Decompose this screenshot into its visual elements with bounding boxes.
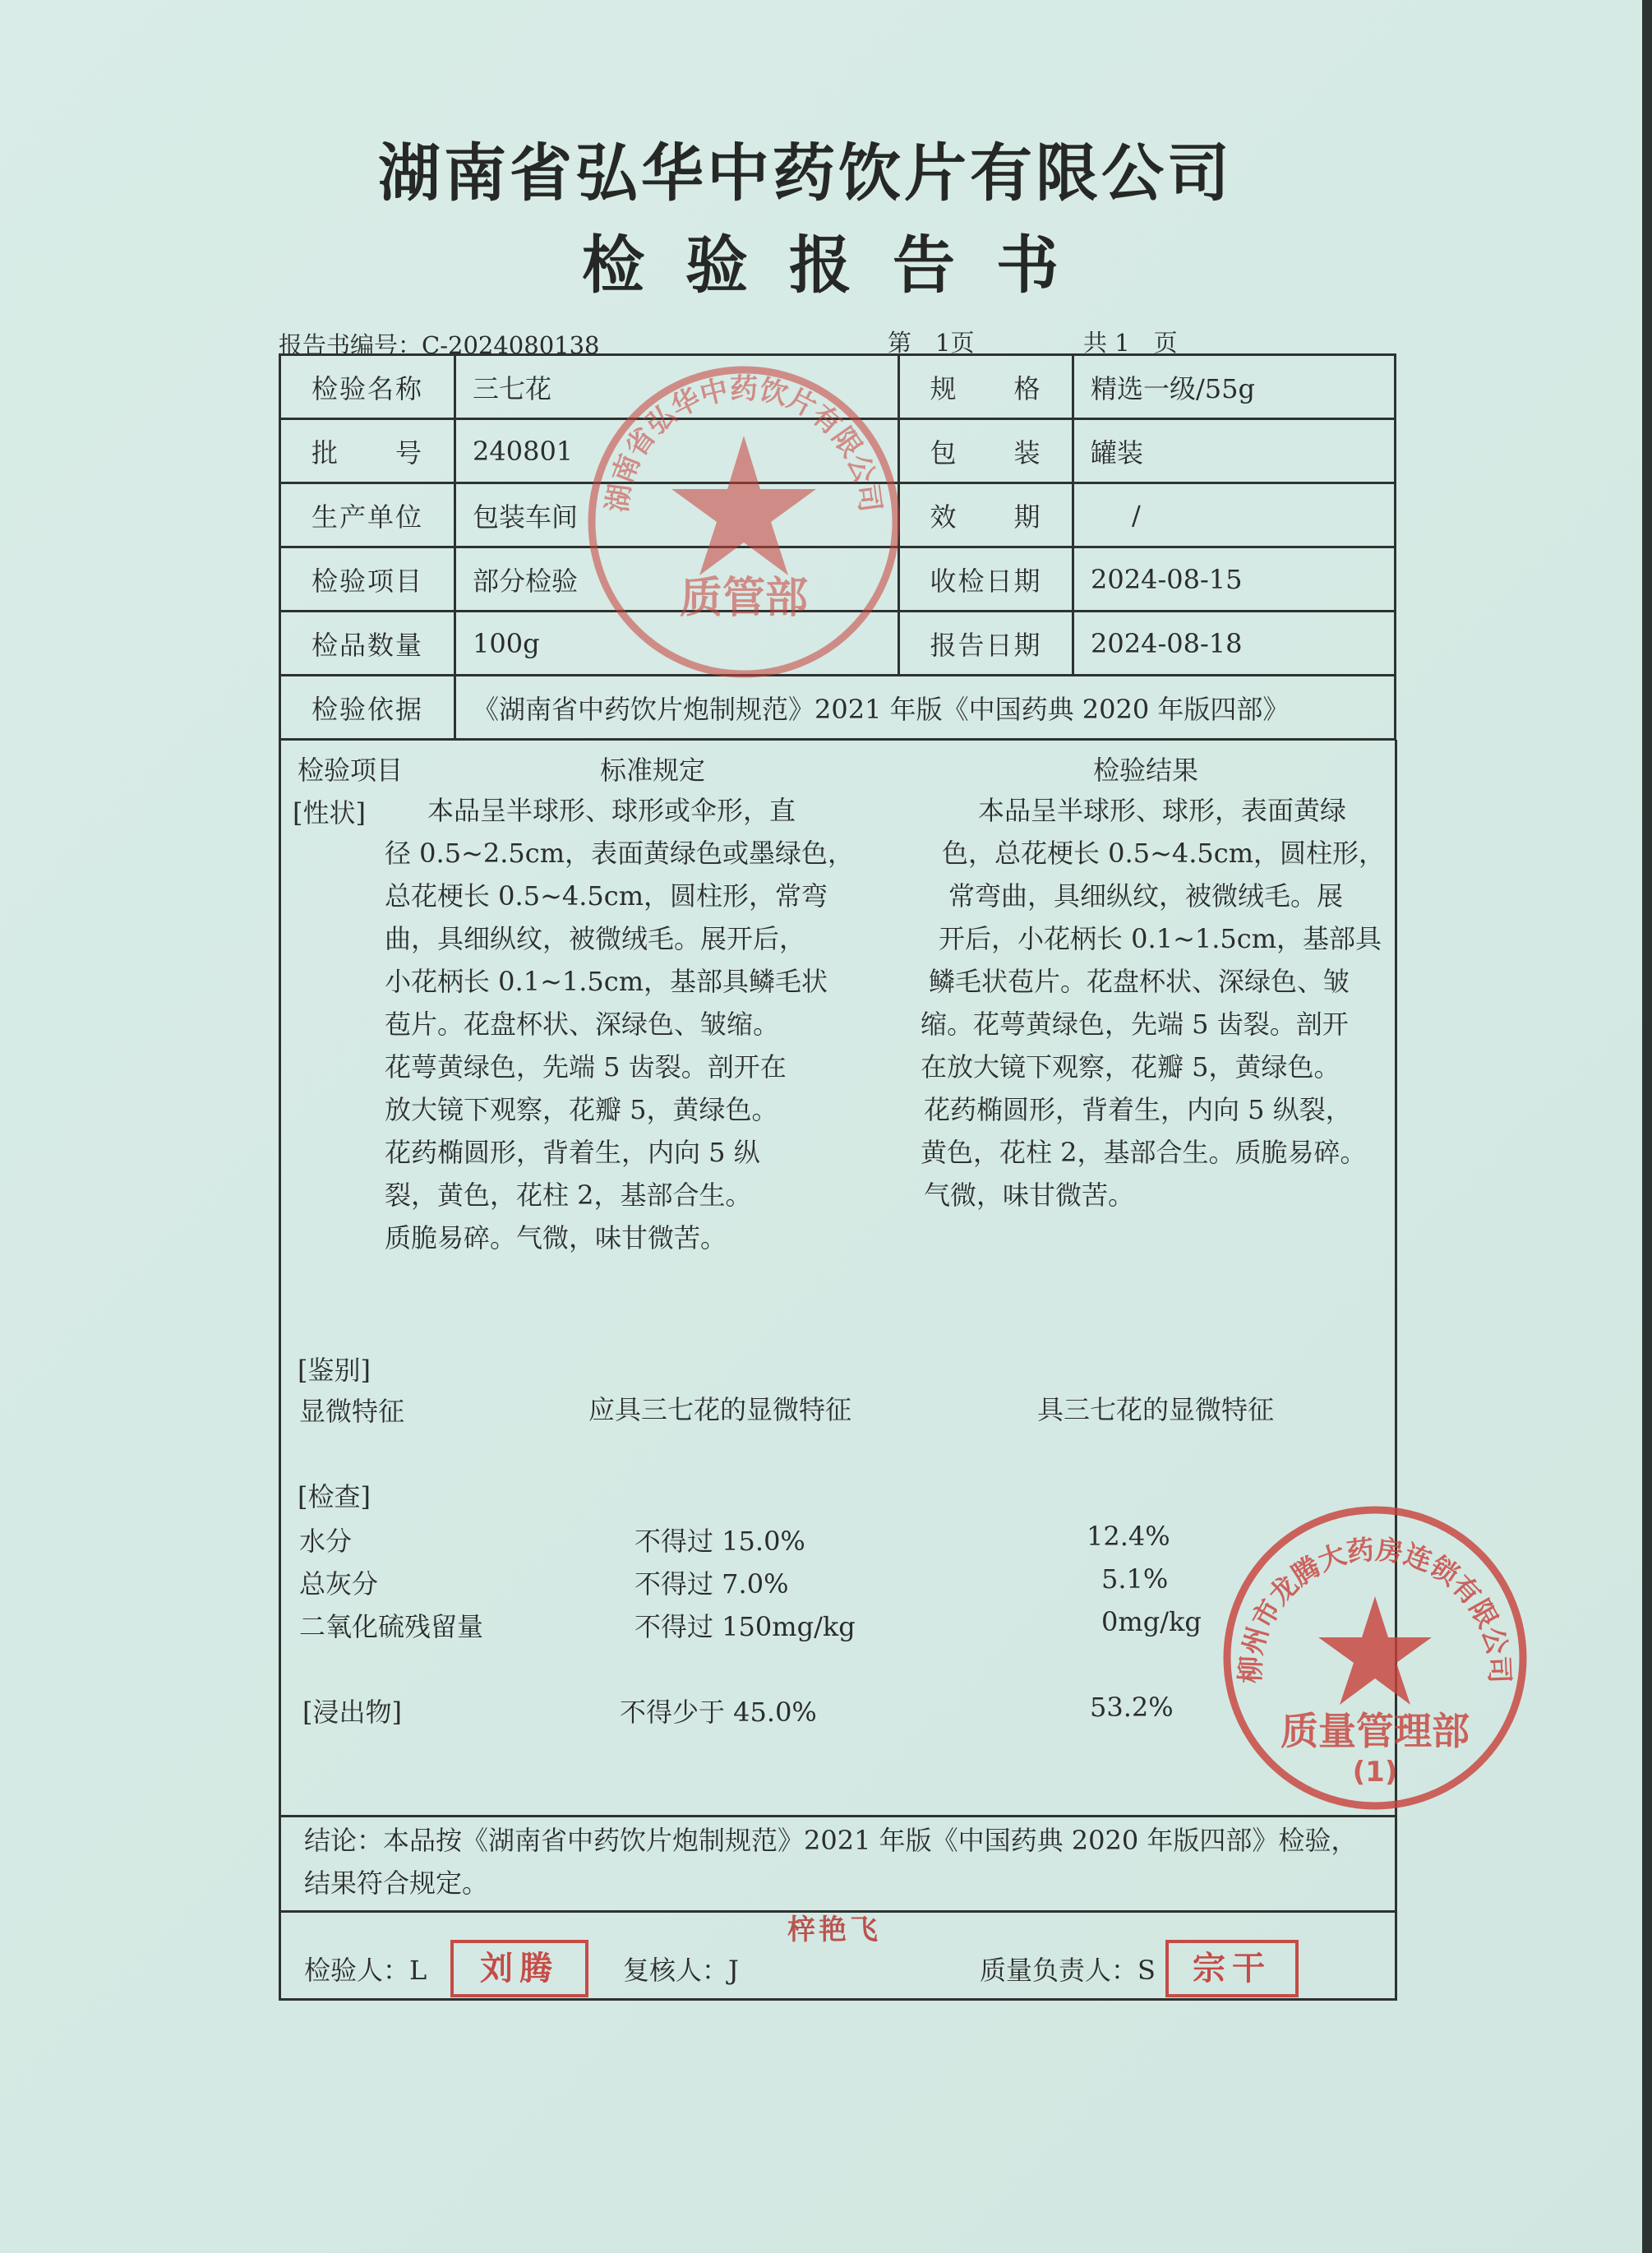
batch-label: 批 号 [280,419,455,483]
result-line: 在放大镜下观察，花瓣 5，黄绿色。 [921,1051,1341,1083]
result-line: 常弯曲，具细纵纹，被微绒毛。展 [948,880,1344,912]
character-label: [性状] [293,797,366,829]
moisture-result: 12.4% [1087,1521,1170,1552]
basis-label: 检验依据 [280,676,455,740]
column-header-item: 检验项目 [298,755,404,786]
item-value: 部分检验 [455,547,899,612]
result-line: 花药椭圆形，背着生，内向 5 纵裂， [924,1094,1352,1125]
result-line: 开后，小花柄长 0.1~1.5cm，基部具 [939,923,1382,954]
batch-value: 240801 [455,419,899,483]
company-seal-dept: 质管部 [679,574,809,623]
so2-result: 0mg/kg [1101,1606,1202,1637]
pack-label: 包 装 [899,419,1073,483]
page-number: 第 1页 [888,329,975,357]
star-icon [1318,1596,1432,1705]
expiry-value: / [1073,483,1396,547]
name-value: 三七花 [455,355,899,419]
moisture-standard: 不得过 15.0% [634,1526,805,1557]
maker-label: 生产单位 [280,483,455,547]
extract-result: 53.2% [1090,1692,1174,1723]
standard-line: 花药椭圆形，背着生，内向 5 纵 [385,1137,760,1168]
pharmacy-seal-text: 柳州市龙腾大药房连锁有限公司 [1234,1533,1516,1684]
company-name: 湖南省弘华中药饮片有限公司 [378,136,1233,210]
pharmacy-seal [1215,1498,1535,1818]
result-line: 鳞毛状苞片。花盘杯状、深绿色、皱 [929,966,1350,997]
conclusion-line-1: 结论：本品按《湖南省中药饮片炮制规范》2021 年版《中国药典 2020 年版四部》检验， [304,1825,1358,1856]
identification-result: 具三七花的显微特征 [1037,1394,1275,1425]
inspection-label: [检查] [298,1481,371,1512]
report-number-label: 报告书编号： [279,331,422,359]
name-label: 检验名称 [280,355,455,419]
basis-value: 《湖南省中药饮片炮制规范》2021 年版《中国药典 2020 年版四部》 [455,676,1396,740]
conclusion-line-2: 结果符合规定。 [304,1867,489,1899]
spec-value: 精选一级/55g [1073,355,1396,419]
report-date-label: 报告日期 [899,612,1073,676]
page-total: 共 1 页 [1083,329,1178,357]
standard-line: 放大镜下观察，花瓣 5，黄绿色。 [385,1094,778,1125]
recv-date-value: 2024-08-15 [1073,547,1396,612]
spec-label: 规 格 [899,355,1073,419]
standard-line: 苞片。花盘杯状、深绿色、皱缩。 [385,1009,780,1040]
so2-standard: 不得过 150mg/kg [634,1611,856,1642]
ash-result: 5.1% [1101,1563,1169,1595]
ash-standard: 不得过 7.0% [634,1568,789,1600]
qty-label: 检品数量 [280,612,455,676]
extract-label: [浸出物] [302,1697,402,1728]
pharmacy-seal-dept: 质量管理部 [1281,1709,1470,1753]
qa-label: 质量负责人：S [980,1955,1156,1986]
reviewer-label: 复核人：J [623,1955,739,1986]
qa-signature: 宗干 [1165,1940,1299,1997]
standard-line: 总花梗长 0.5~4.5cm，圆柱形，常弯 [385,880,828,912]
ash-item: 总灰分 [299,1568,379,1600]
result-line: 气微，味甘微苦。 [924,1180,1135,1211]
standard-line: 小花柄长 0.1~1.5cm，基部具鳞毛状 [385,966,828,997]
expiry-label: 效 期 [899,483,1073,547]
extract-standard: 不得少于 45.0% [620,1697,817,1728]
column-header-standard: 标准规定 [600,755,706,786]
result-line: 黄色，花柱 2，基部合生。质脆易碎。 [921,1137,1367,1168]
item-label: 检验项目 [280,547,455,612]
pharmacy-seal-number: (1) [1352,1756,1398,1789]
standard-line: 径 0.5~2.5cm，表面黄绿色或墨绿色， [385,838,855,869]
inspector-signature: 刘腾 [450,1940,588,1997]
identification-label: [鉴别] [298,1355,371,1386]
company-seal [579,358,908,686]
inspector-label: 检验人：L [304,1955,427,1986]
identification-standard: 应具三七花的显微特征 [588,1394,852,1425]
pack-value: 罐装 [1073,419,1396,483]
result-line: 缩。花萼黄绿色，先端 5 齿裂。剖开 [921,1009,1349,1040]
company-seal-text: 湖南省弘华中药饮片有限公司 [601,372,887,515]
standard-line: 曲，具细纵纹，被微绒毛。展开后， [385,923,806,954]
standard-line: 质脆易碎。气微，味甘微苦。 [385,1222,727,1253]
report-number-value: C-2024080138 [422,331,600,359]
moisture-item: 水分 [299,1526,353,1557]
maker-value: 包装车间 [455,483,899,547]
star-icon [671,436,816,575]
qty-value: 100g [455,612,899,676]
result-line: 色，总花梗长 0.5~4.5cm，圆柱形， [942,838,1386,869]
identification-item: 显微特征 [299,1396,405,1427]
report-date-value: 2024-08-18 [1073,612,1396,676]
standard-line: 花萼黄绿色，先端 5 齿裂。剖开在 [385,1051,787,1083]
column-header-result: 检验结果 [1093,755,1199,786]
standard-line: 裂，黄色，花柱 2，基部合生。 [385,1180,752,1211]
character-result [921,789,1385,1217]
document-title: 检验报告书 [582,229,1100,302]
table-row [280,676,1396,740]
character-standard [385,789,854,1259]
reviewer-signature: 梓艳飞 [787,1914,881,1946]
standard-line: 本品呈半球形、球形或伞形，直 [427,795,796,826]
recv-date-label: 收检日期 [899,547,1073,612]
result-line: 本品呈半球形、球形，表面黄绿 [978,795,1347,826]
so2-item: 二氧化硫残留量 [299,1611,484,1642]
